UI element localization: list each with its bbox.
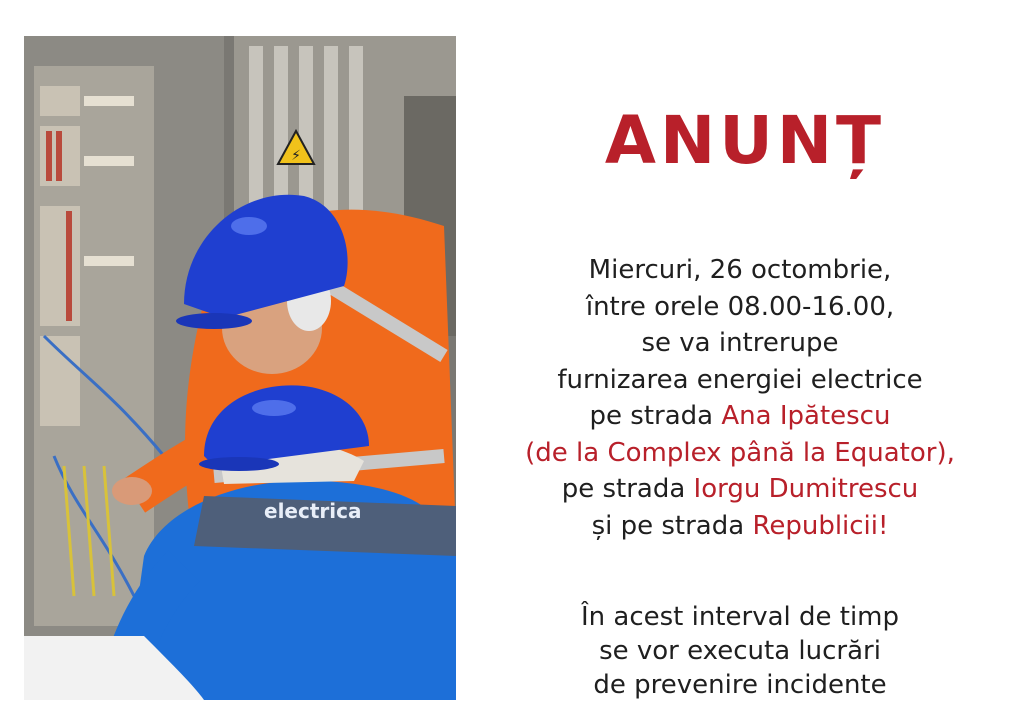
announcement-street-2 (480, 471, 1000, 508)
announcement-footer (480, 600, 1000, 702)
street-1-prefix: pe strada (589, 401, 722, 431)
footer-line-3: de prevenire incidente (593, 670, 887, 700)
svg-text:⚡: ⚡ (291, 148, 301, 164)
announcement-street-3 (480, 508, 1000, 545)
workers-photo (24, 36, 456, 700)
footer-line-1: În acest interval de timp (580, 602, 900, 632)
street-3-name: Republicii! (752, 510, 889, 541)
street-1-segment: (de la Complex până la Equator), (525, 437, 955, 468)
announcement-body (480, 252, 1000, 544)
workers-photo-illustration (24, 36, 456, 700)
street-2-prefix: pe strada (561, 474, 694, 504)
announcement-hours: între orele 08.00-16.00, (585, 291, 895, 322)
street-2-name: Iorgu Dumitrescu (693, 474, 919, 504)
announcement-line-interruption: se va intrerupe (641, 328, 839, 358)
street-3-prefix: și pe strada (591, 510, 753, 541)
announcement-title: ANUNȚ (604, 102, 886, 179)
announcement-street-1 (480, 398, 1000, 435)
footer-line-2: se vor executa lucrări (599, 636, 881, 666)
announcement-date: Miercuri, 26 octombrie, (588, 255, 892, 285)
announcement-line-supply: furnizarea energiei electrice (557, 364, 923, 395)
street-1-name: Ana Ipătescu (721, 401, 891, 431)
vest-logo-text: electrica (264, 499, 362, 523)
